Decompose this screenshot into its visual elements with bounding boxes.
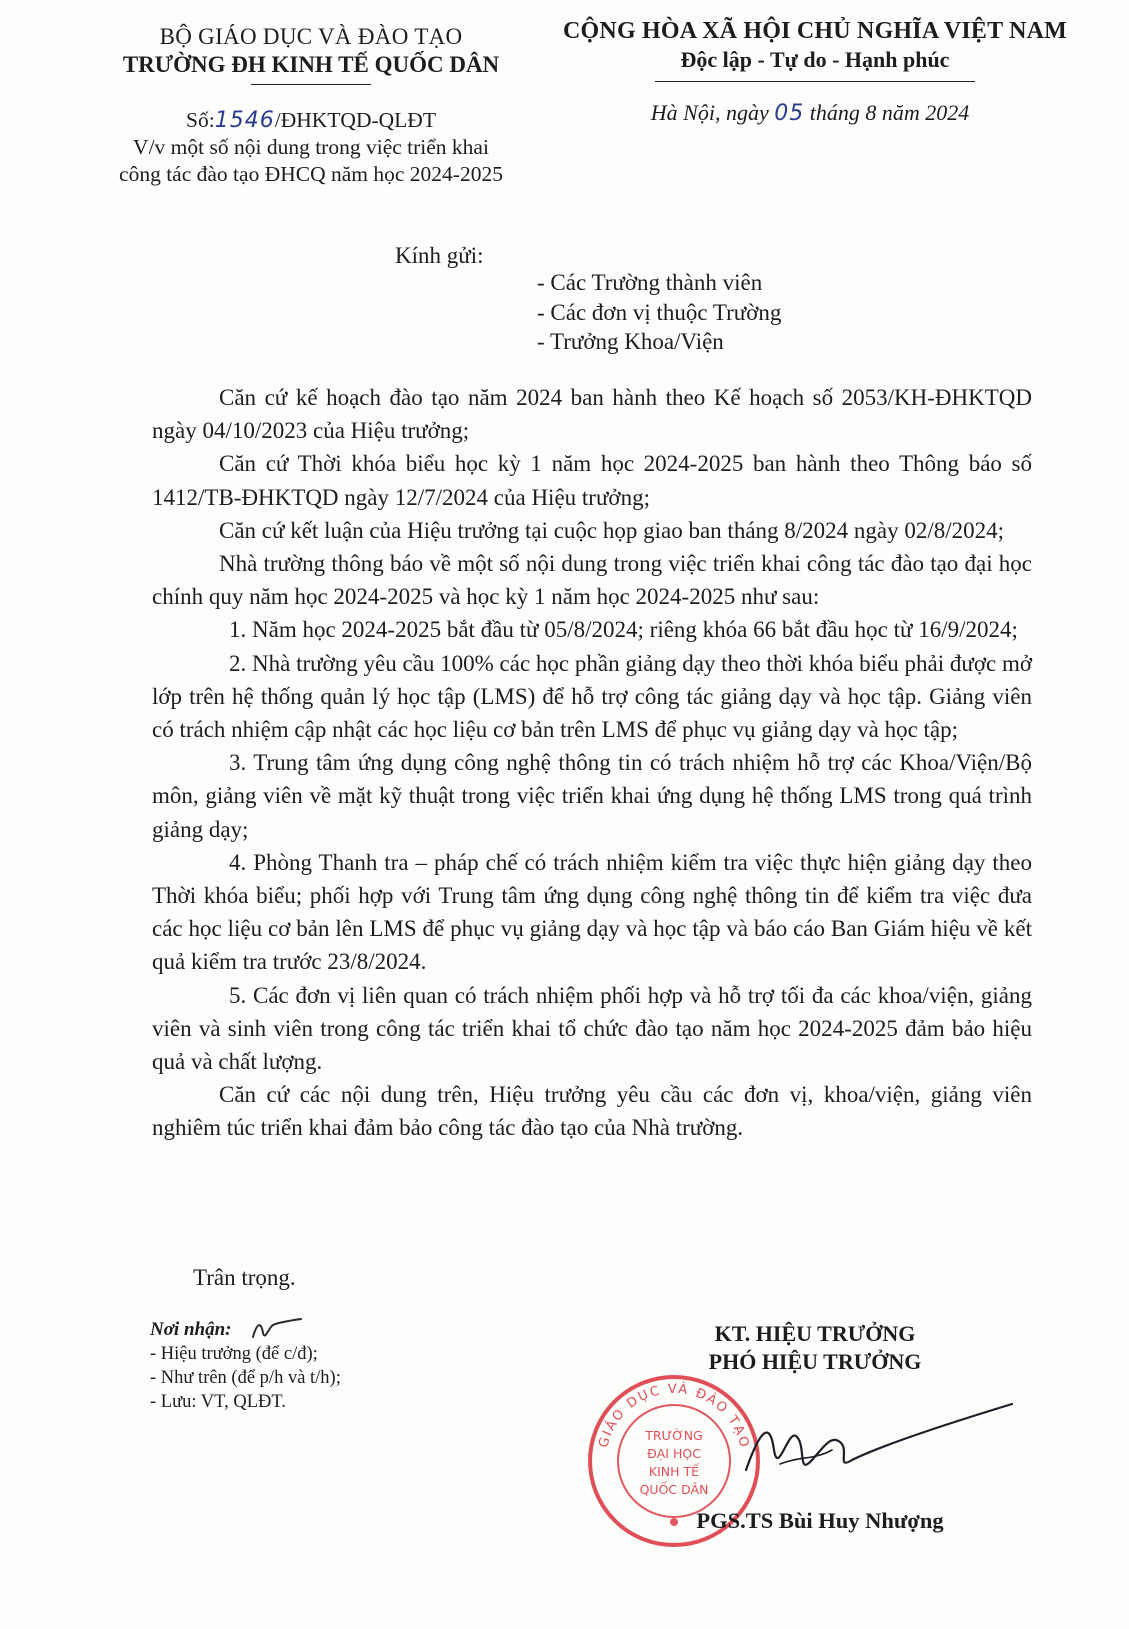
body-paragraph: Căn cứ kế hoạch đào tạo năm 2024 ban hành theo Kế hoạch số 2053/KH-ĐHKTQD ngày 04/10/2023 của Hiệu trưởng; — [152, 385, 1032, 444]
body-paragraph: Căn cứ Thời khóa biểu học kỳ 1 năm học 2024-2025 ban hành theo Thông báo số 1412/TB-ĐHKTQD ngày 12/7/2024 của Hiệu trưởng; — [152, 451, 1032, 510]
distribution-item: - Lưu: VT, QLĐT. — [150, 1392, 286, 1412]
document-body — [152, 381, 1032, 1145]
closing-remark: Trân trọng. — [193, 1265, 296, 1290]
signatory-title — [640, 1320, 990, 1376]
document-number-handwritten: 1546 — [214, 108, 275, 133]
seal-line: ĐẠI HỌC — [647, 1446, 701, 1461]
reference-block — [96, 107, 526, 188]
ministry-name: BỘ GIÁO DỤC VÀ ĐÀO TẠO — [159, 24, 463, 49]
recipient-item: - Các Trường thành viên — [537, 270, 763, 295]
handwritten-initial-icon — [247, 1315, 307, 1345]
date-prefix: Hà Nội, ngày — [650, 100, 769, 125]
distribution-list — [150, 1318, 341, 1414]
signatory-name: PGS.TS Bùi Huy Nhượng — [696, 1508, 944, 1533]
document-number — [96, 107, 526, 134]
document-number-suffix: /ĐHKTQD-QLĐT — [274, 108, 436, 132]
issue-date — [560, 100, 1060, 126]
issuer-header — [96, 24, 526, 85]
date-day-handwritten: 05 — [774, 101, 805, 126]
recipient-item: - Các đơn vị thuộc Trường — [537, 299, 782, 325]
greeting: Kính gửi: — [395, 243, 484, 268]
motto: Độc lập - Tự do - Hạnh phúc — [680, 47, 950, 72]
seal-line: KINH TẾ — [648, 1464, 700, 1479]
body-paragraph: Căn cứ kết luận của Hiệu trưởng tại cuộc họp giao ban tháng 8/2024 ngày 02/8/2024; — [219, 517, 1005, 543]
recipient-item: - Trưởng Khoa/Viện — [537, 329, 724, 354]
numbered-item: 3. Trung tâm ứng dụng công nghệ thông tin có trách nhiệm hỗ trợ các Khoa/Viện/Bộ môn, giảng viên về mặt kỹ thuật trong việc triển khai ứng dụng hệ thống LMS trong quá trình giảng dạy; — [152, 750, 1032, 842]
signature-scribble-icon — [740, 1390, 1020, 1500]
body-paragraph: Nhà trường thông báo về một số nội dung trong việc triển khai công tác đào tạo đại học chính quy năm học 2024-2025 và học kỳ 1 năm học 2024-2025 như sau: — [152, 551, 1032, 610]
distribution-title: Nơi nhận: — [150, 1319, 232, 1340]
document-number-prefix: Số: — [186, 108, 215, 132]
distribution-item: - Hiệu trưởng (để c/đ); — [150, 1344, 318, 1364]
recipient-list — [537, 268, 781, 357]
nation-name: CỘNG HÒA XÃ HỘI CHỦ NGHĨA VIỆT NAM — [563, 18, 1067, 44]
body-paragraph: Căn cứ các nội dung trên, Hiệu trưởng yêu cầu các đơn vị, khoa/viện, giảng viên nghiêm túc triển khai đảm bảo công tác đào tạo của Nhà trường. — [152, 1082, 1032, 1141]
national-header — [555, 18, 1075, 82]
signatory-title-line-2: PHÓ HIỆU TRƯỞNG — [708, 1349, 922, 1374]
seal-ring-text: GIÁO DỤC VÀ ĐÀO TẠO — [596, 1381, 752, 1451]
subject-line-1: V/v một số nội dung trong việc triển khai — [133, 135, 489, 159]
subject-line-2: công tác đào tạo ĐHCQ năm học 2024-2025 — [119, 162, 503, 186]
numbered-item: 1. Năm học 2024-2025 bắt đầu từ 05/8/2024; riêng khóa 66 bắt đầu học từ 16/9/2024; — [229, 617, 1018, 643]
numbered-item: 4. Phòng Thanh tra – pháp chế có trách nhiệm kiểm tra việc thực hiện giảng dạy theo Thời khóa biểu; phối hợp với Trung tâm ứng dụng công nghệ thông tin để kiểm tra việc đưa các học liệu cơ bản lên LMS để phục vụ giảng dạy và học tập và báo cáo Ban Giám hiệu về kết quả kiểm tra trước 23/8/2024. — [152, 849, 1032, 975]
distribution-item: - Như trên (để p/h và t/h); — [150, 1368, 341, 1388]
numbered-item: 5. Các đơn vị liên quan có trách nhiệm phối hợp và hỗ trợ tối đa các khoa/viện, giảng viên và sinh viên trong công tác triển khai tổ chức đào tạo năm học 2024-2025 đảm bảo hiệu quả và chất lượng. — [152, 982, 1032, 1075]
university-name: TRƯỜNG ĐH KINH TẾ QUỐC DÂN — [122, 52, 500, 77]
date-suffix: tháng 8 năm 2024 — [809, 100, 970, 125]
seal-line: QUỐC DÂN — [639, 1482, 709, 1497]
header-right-rule — [655, 81, 975, 82]
numbered-item: 2. Nhà trường yêu cầu 100% các học phần giảng dạy theo thời khóa biểu phải được mở lớp trên hệ thống quản lý học tập (LMS) để hỗ trợ công tác giảng dạy và học tập. Giảng viên có trách nhiệm cập nhật các học liệu cơ bản trên LMS để phục vụ giảng dạy và học tập; — [152, 650, 1032, 743]
seal-line: TRƯỜNG — [645, 1428, 703, 1443]
signatory-title-line-1: KT. HIỆU TRƯỞNG — [714, 1321, 916, 1346]
header-left-rule — [251, 84, 371, 85]
